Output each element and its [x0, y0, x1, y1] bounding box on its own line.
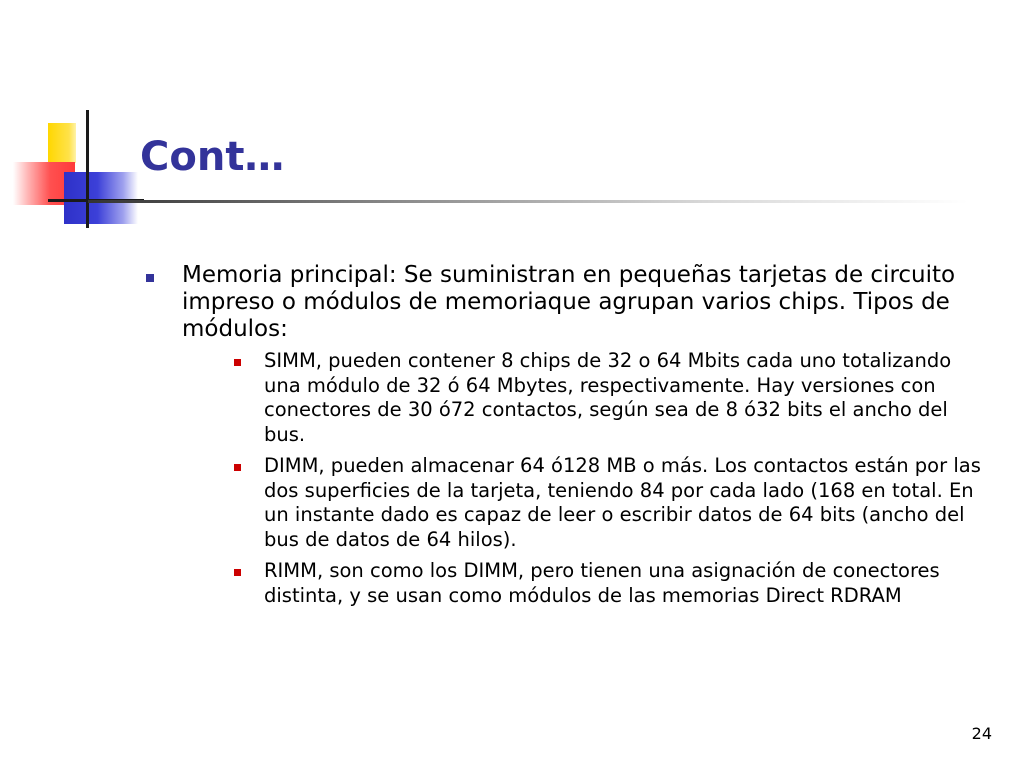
sub-bullet-item [182, 349, 994, 447]
square-bullet-icon [234, 464, 241, 471]
bullet-text: Memoria principal: Se suministran en pequeñas tarjetas de circuito impreso o módulos de memoriaque agrupan varios chips. Tipos de módulos: [182, 262, 956, 342]
sub-bullet-item [182, 559, 994, 608]
logo-blue-square [64, 172, 138, 224]
slide-title: Cont… [140, 134, 285, 180]
bullet-list [144, 262, 994, 608]
sub-bullet-list [182, 349, 994, 608]
title-divider [88, 200, 968, 203]
sub-bullet-text-dimm: DIMM, pueden almacenar 64 ó128 MB o más. Los contactos están por las dos superficies de la tarjeta, teniendo 84 por cada lado (168 en total. En un instante dado es capaz de leer o escribir datos de 64 bits (ancho del bus de datos de 64 hilos). [264, 454, 981, 551]
bullet-item [144, 262, 994, 608]
page-number: 24 [971, 724, 992, 743]
square-bullet-icon [146, 274, 154, 282]
sub-bullet-item [182, 454, 994, 552]
sub-bullet-text-simm: SIMM, pueden contener 8 chips de 32 o 64 Mbits cada uno totalizando una módulo de 32 ó 64 Mbytes, respectivamente. Hay versiones con conectores de 30 ó72 contactos, según sea de 8 ó32 bits el ancho del bus. [264, 349, 952, 446]
sub-bullet-text-rimm: RIMM, son como los DIMM, pero tienen una asignación de conectores distinta, y se usan como módulos de las memorias Direct RDRAM [264, 559, 940, 607]
logo-yellow-square [48, 123, 76, 163]
corner-squares-logo [0, 0, 150, 240]
logo-vertical-line [86, 110, 89, 228]
square-bullet-icon [234, 569, 241, 576]
square-bullet-icon [234, 359, 241, 366]
slide-body [144, 262, 994, 615]
